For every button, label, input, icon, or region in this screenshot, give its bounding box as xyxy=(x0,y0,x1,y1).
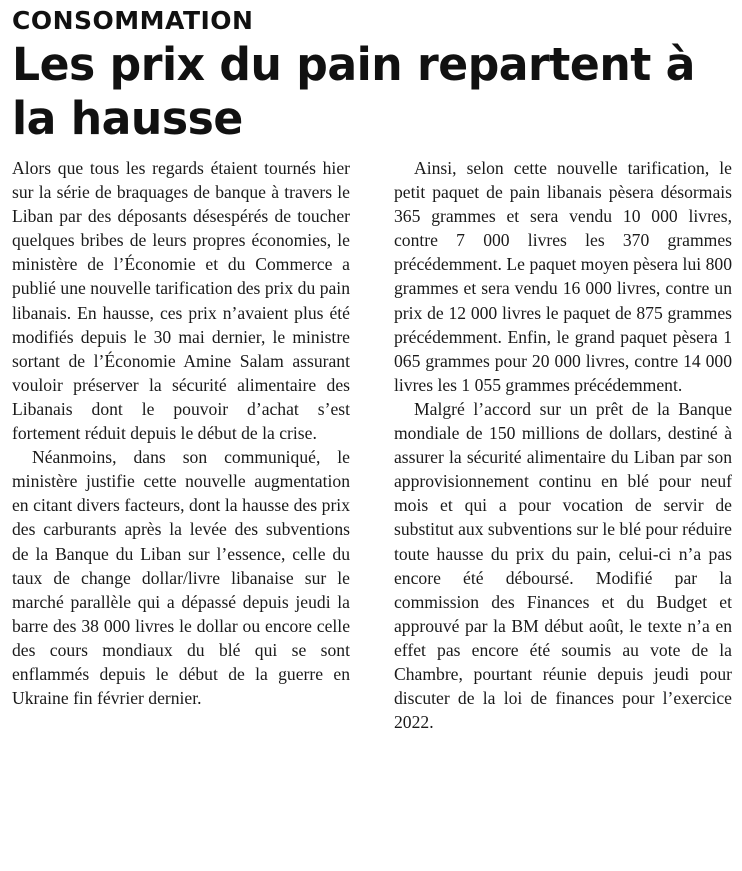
article-body xyxy=(12,156,732,734)
paragraph: Malgré l’accord sur un prêt de la Banque mondiale de 150 millions de dollars, destiné à assurer la sécurité alimentaire du Liban par son approvisionnement continu en blé pour neuf mois et qui a pour vocation de servir de substitut aux subventions sur le blé pour réduire toute hausse du prix du pain, celui-ci n’a pas encore été déboursé. Modifié par la commission des Finances et du Budget et approuvé par la BM début août, le texte n’a en effet pas encore été soumis au vote de la Chambre, pourtant réunie depuis jeudi pour discuter de la loi de finances pour l’exercice 2022. xyxy=(394,398,732,733)
column-left xyxy=(12,156,350,734)
paragraph: Alors que tous les regards étaient tournés hier sur la série de braquages de banque à travers le Liban par des déposants désespérés de toucher quelques bribes de leurs propres économies, le ministère de l’Économie et du Commerce a publié une nouvelle tarification des prix du pain libanais. En hausse, ces prix n’avaient plus été modifiés depuis le 30 mai dernier, le ministre sortant de l’Économie Amine Salam assurant vouloir préserver la sécurité alimentaire des Libanais dont le pouvoir d’achat s’est fortement réduit depuis le début de la crise. xyxy=(12,158,350,444)
column-right xyxy=(394,156,732,734)
headline: Les prix du pain repartent à la hausse xyxy=(12,38,695,145)
section-kicker: CONSOMMATION xyxy=(12,6,254,35)
paragraph: Ainsi, selon cette nouvelle tarification, le petit paquet de pain libanais pèsera désormais 365 grammes et sera vendu 10 000 livres, contre 7 000 livres les 370 grammes précédemment. Le paquet moyen pèsera lui 800 grammes et sera vendu 16 000 livres, contre un prix de 12 000 livres le paquet de 875 grammes précédemment. Enfin, le grand paquet pèsera 1 065 grammes pour 20 000 livres, contre 14 000 livres les 1 055 grammes précédemment. xyxy=(394,158,732,395)
paragraph: Néanmoins, dans son communiqué, le ministère justifie cette nouvelle augmentation en citant divers facteurs, dont la hausse des prix des carburants après la levée des subventions de la Banque du Liban sur l’essence, celle du taux de change dollar/livre libanaise sur le marché parallèle qui a dépassé depuis jeudi la barre des 38 000 livres le dollar ou encore celle des cours mondiaux du blé qui se sont enflammés depuis le début de la guerre en Ukraine fin février dernier. xyxy=(12,447,350,709)
